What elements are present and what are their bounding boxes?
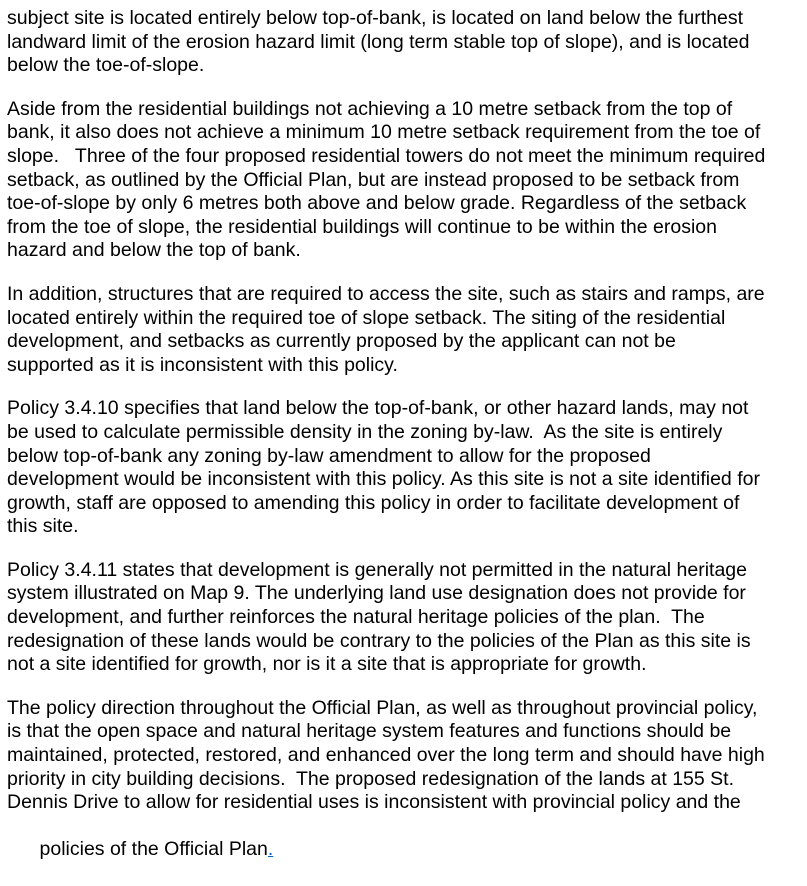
- text-line: Policy 3.4.11 states that development is generally not permitted in the natural heritage: [7, 558, 747, 581]
- text-line: growth, staff are opposed to amending this policy in order to facilitate development of: [7, 491, 740, 514]
- text-line: below the toe-of-slope.: [7, 54, 205, 77]
- text-line: be used to calculate permissible density in the zoning by-law. As the site is entirely: [7, 420, 723, 443]
- text-line: maintained, protected, restored, and enhanced over the long term and should have high: [7, 744, 765, 767]
- text-line: Dennis Drive to allow for residential uses is inconsistent with provincial policy and the: [7, 791, 741, 814]
- hyperlink-period[interactable]: .: [267, 838, 274, 861]
- text-line: system illustrated on Map 9. The underlying land use designation does not provide for: [7, 582, 746, 605]
- text-line: bank, it also does not achieve a minimum 10 metre setback requirement from the toe of: [7, 121, 761, 144]
- text-line: In addition, structures that are required to access the site, such as stairs and ramps, are: [7, 282, 765, 305]
- text-line: not a site identified for growth, nor is it a site that is appropriate for growth.: [7, 653, 647, 676]
- text-line: is that the open space and natural heritage system features and functions should be: [7, 720, 732, 743]
- text-line: located entirely within the required toe of slope setback. The siting of the residential: [7, 306, 726, 329]
- text-line: Policy 3.4.10 specifies that land below the top-of-bank, or other hazard lands, may not: [7, 397, 749, 420]
- text-line: subject site is located entirely below top-of-bank, is located on land below the furthest: [7, 7, 744, 29]
- paragraph-2: [7, 98, 801, 263]
- text-line: priority in city building decisions. The proposed redesignation of the lands at 155 St.: [7, 767, 734, 790]
- text-line: hazard and below the top of bank.: [7, 239, 301, 262]
- text-line: toe-of-slope by only 6 metres both above and below grade. Regardless of the setback: [7, 192, 747, 215]
- text-line: from the toe of slope, the residential buildings will continue to be within the erosion: [7, 215, 717, 238]
- paragraph-3: [7, 283, 801, 377]
- text-line: this site.: [7, 515, 79, 538]
- paragraph-1: [7, 7, 801, 78]
- paragraph-6: [7, 697, 801, 886]
- text-line: development, and further reinforces the natural heritage policies of the plan. The: [7, 606, 705, 629]
- text-line: slope. Three of the four proposed residential towers do not meet the minimum required: [7, 144, 766, 167]
- text-line: landward limit of the erosion hazard limit (long term stable top of slope), and is located: [7, 30, 750, 53]
- text-line: below top-of-bank any zoning by-law amendment to allow for the proposed: [7, 444, 651, 467]
- text-line: Aside from the residential buildings not achieving a 10 metre setback from the top of: [7, 97, 733, 120]
- text-line: setback, as outlined by the Official Plan, but are instead proposed to be setback from: [7, 168, 740, 191]
- paragraph-4: [7, 397, 801, 539]
- text-line: development would be inconsistent with this policy. As this site is not a site identified for: [7, 468, 760, 491]
- text-line: The policy direction throughout the Official Plan, as well as throughout provincial policy,: [7, 696, 758, 719]
- text-line: redesignation of these lands would be contrary to the policies of the Plan as this site is: [7, 629, 751, 652]
- text-segment: policies of the Official Plan: [39, 838, 268, 861]
- text-line: development, and setbacks as currently proposed by the applicant can not be: [7, 330, 676, 353]
- text-line: [7, 815, 801, 886]
- paragraph-5: [7, 559, 801, 677]
- text-line: supported as it is inconsistent with this policy.: [7, 353, 398, 376]
